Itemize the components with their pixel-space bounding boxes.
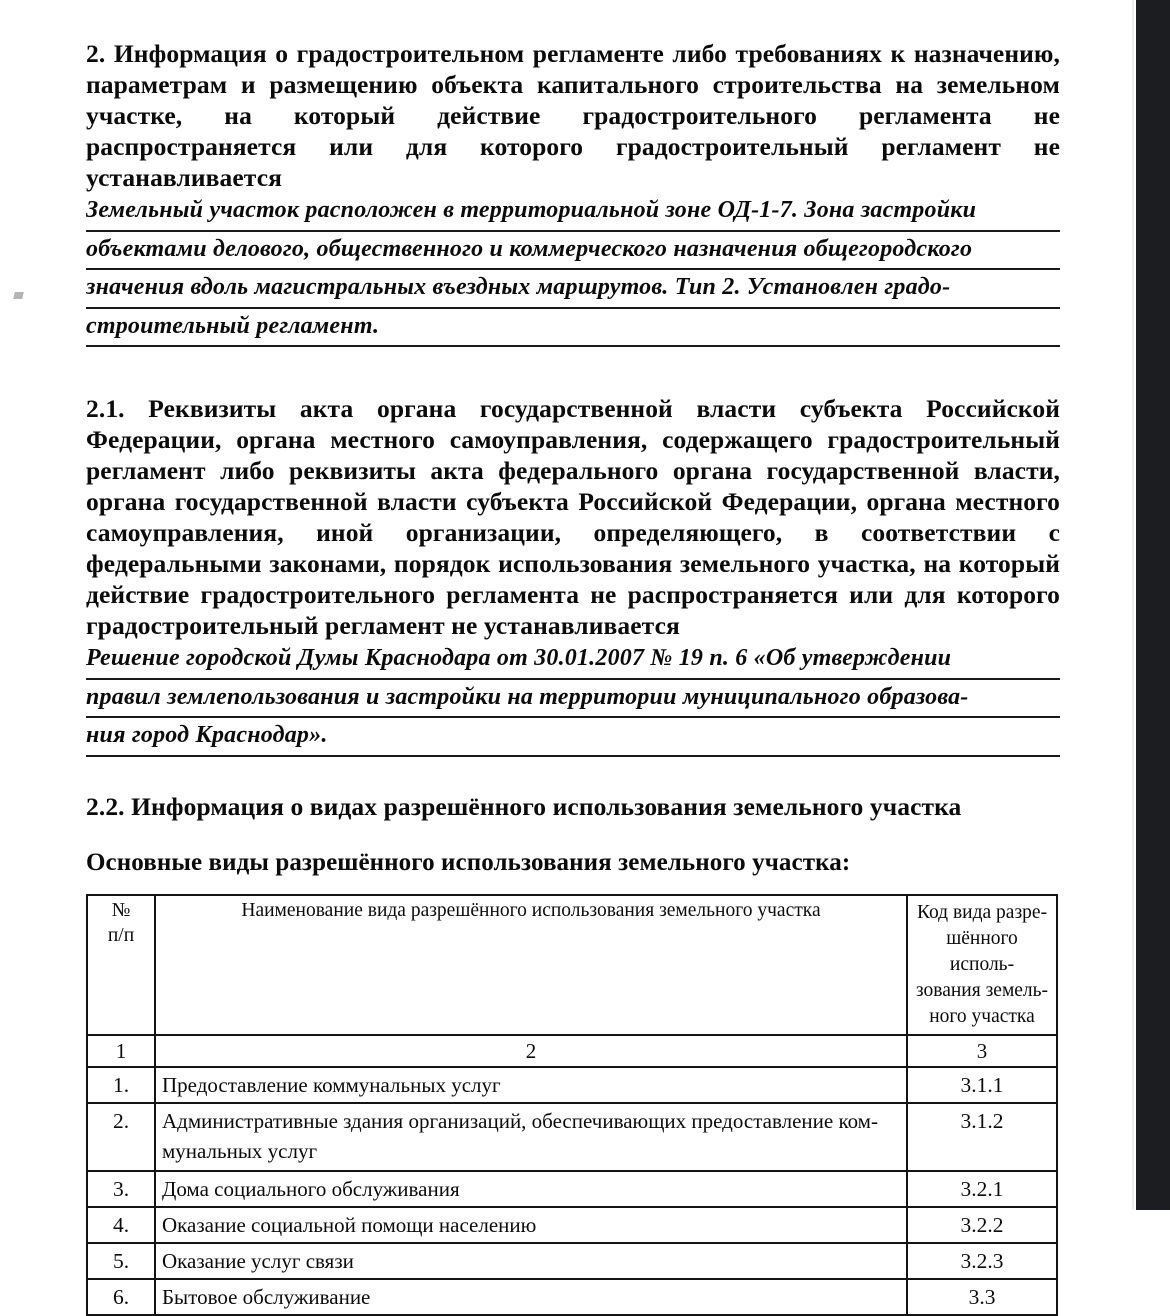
table-row	[87, 1103, 1057, 1171]
section-2-1-answer	[86, 641, 1060, 757]
row-name: Бытовое обслуживание	[155, 1279, 907, 1315]
table-header-code-line2: шённого исполь-	[946, 927, 1018, 975]
row-number: 1.	[87, 1067, 155, 1103]
spacer	[86, 347, 1060, 393]
row-code: 3.3	[907, 1279, 1057, 1315]
row-number: 3.	[87, 1171, 155, 1207]
table-caption: Основные виды разрешённого использования земельного участка:	[86, 848, 851, 876]
table-row	[87, 1243, 1057, 1279]
table-header-num	[87, 895, 155, 1035]
table-column-number-row	[87, 1035, 1057, 1067]
section-2-1-answer-line-3: ния город Краснодар».	[86, 718, 1060, 757]
table-row	[87, 1067, 1057, 1103]
column-number-3: 3	[907, 1035, 1057, 1067]
table-header-num-line1: №	[111, 899, 131, 921]
table-row	[87, 1279, 1057, 1315]
spacer	[86, 822, 1060, 848]
row-code: 3.1.1	[907, 1067, 1057, 1103]
row-name: Административные здания организаций, обеспечивающих предоставление ком-мунальных услуг	[155, 1103, 907, 1171]
document-content	[86, 38, 1060, 1316]
section-2-answer	[86, 193, 1060, 347]
row-number: 2.	[87, 1103, 155, 1171]
row-code: 3.2.3	[907, 1243, 1057, 1279]
column-number-2: 2	[155, 1035, 907, 1067]
column-number-1: 1	[87, 1035, 155, 1067]
page-edge-hairline	[1132, 0, 1134, 1210]
row-name: Оказание социальной помощи населению	[155, 1207, 907, 1243]
table-header-code	[907, 895, 1057, 1035]
section-2-answer-line-1: Земельный участок расположен в территориальной зоне ОД-1-7. Зона застройки	[86, 193, 1060, 232]
scan-artifact-speck	[13, 292, 23, 299]
table-header-code-line3: зования земель-	[915, 979, 1049, 1001]
row-name: Оказание услуг связи	[155, 1243, 907, 1279]
section-2-answer-line-3: значения вдоль магистральных въездных маршрутов. Тип 2. Установлен градо-	[86, 270, 1060, 309]
table-header-code-line1: Код вида разре-	[916, 901, 1048, 923]
table-header-name: Наименование вида разрешённого использования земельного участка	[155, 895, 907, 1035]
row-code: 3.2.2	[907, 1207, 1057, 1243]
permitted-use-table	[86, 894, 1058, 1316]
table-row	[87, 1171, 1057, 1207]
section-2-answer-line-4: строительный регламент.	[86, 309, 1060, 348]
section-2-1-answer-line-1: Решение городской Думы Краснодара от 30.01.2007 № 19 п. 6 «Об утверждении	[86, 641, 1060, 680]
spacer	[86, 757, 1060, 791]
table-row	[87, 1207, 1057, 1243]
section-2-answer-line-2: объектами делового, общественного и коммерческого назначения общегородского	[86, 232, 1060, 271]
section-2-1-answer-line-2: правил землепользования и застройки на территории муниципального образова-	[86, 680, 1060, 719]
row-name: Дома социального обслуживания	[155, 1171, 907, 1207]
row-name: Предоставление коммунальных услуг	[155, 1067, 907, 1103]
row-code: 3.1.2	[907, 1103, 1057, 1171]
viewer-right-edge-band	[1136, 0, 1170, 1210]
section-2-2-heading: 2.2. Информация о видах разрешённого использования земельного участка	[86, 791, 962, 821]
row-number: 5.	[87, 1243, 155, 1279]
table-header-num-line2: п/п	[107, 924, 135, 946]
row-number: 6.	[87, 1279, 155, 1315]
section-2-1-heading: 2.1. Реквизиты акта органа государственной власти субъекта Российской Федерации, органа местного самоуправления, содержащего градостроительный регламент либо реквизиты акта федерального органа государственной власти, органа государственной власти субъекта Российской Федерации, органа местного самоуправления, иной организации, определяющего, в соответствии с федеральными законами, порядок использования земельного участка, на который действие градостроительного регламента не распространяется или для которого градостроительный регламент не устанавливается	[86, 394, 1060, 640]
row-number: 4.	[87, 1207, 155, 1243]
section-2-heading: 2. Информация о градостроительном регламенте либо требованиях к назначению, параметрам и размещению объекта капитального строительства на земельном участке, на который действие градостроительного регламента не распространяется или для которого градостроительный регламент не устанавливается	[86, 39, 1060, 192]
row-code: 3.2.1	[907, 1171, 1057, 1207]
table-header-row	[87, 895, 1057, 1035]
table-header-code-line4: ного участка	[929, 1005, 1035, 1027]
